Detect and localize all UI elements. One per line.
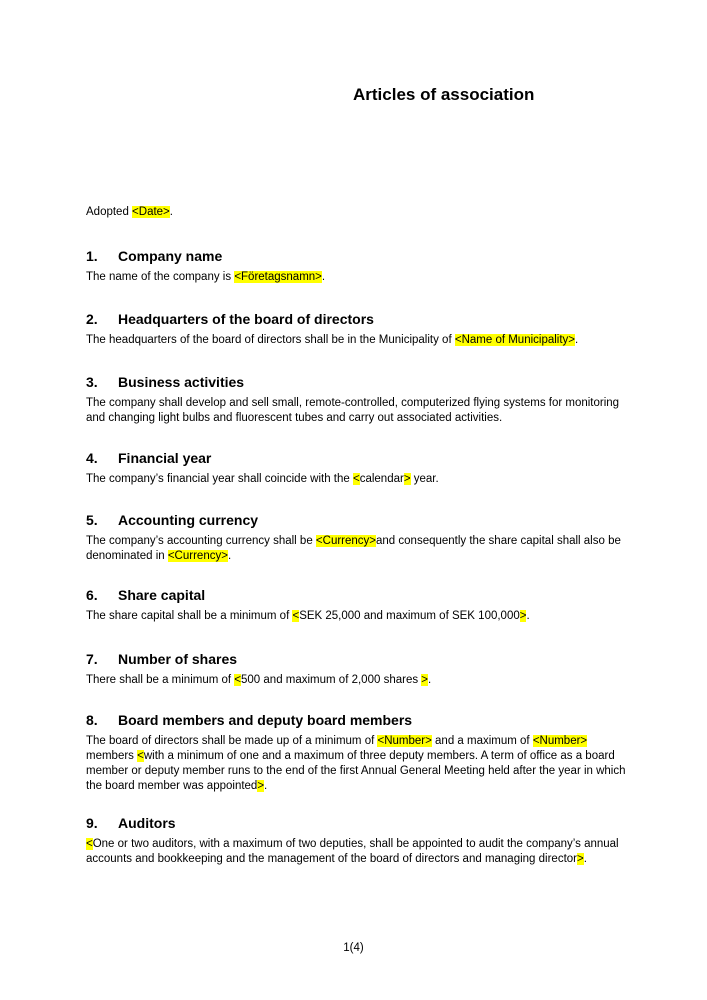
body-text: . [227,550,232,562]
body-text: One or two auditors, with a maximum of two deputies, shall be appointed to audit the company’s annual accounts and bookkeeping and the management of the board of directors and managing director [86,838,619,865]
highlighted-placeholder: <Företagsnamn> [234,271,322,283]
body-text: The board of directors shall be made up of a minimum of [86,735,378,747]
section-body [86,472,634,487]
body-text: . [583,853,587,865]
section-body [86,673,634,688]
section-number: 3. [86,374,98,390]
section-title: Company name [118,248,223,264]
section-heading [86,815,634,832]
section-number: 7. [86,651,98,667]
section [86,512,634,564]
body-text: . [428,674,432,686]
highlighted-placeholder: > [577,853,584,865]
section [86,450,634,487]
section [86,712,634,794]
adopted-line [86,205,173,220]
highlighted-placeholder: <Currency> [167,550,228,562]
body-text: . [526,610,530,622]
highlighted-placeholder: <Date> [132,206,170,218]
section-number: 1. [86,248,98,264]
body-text: SEK 25,000 and maximum of SEK 100,000 [299,610,520,622]
section-number: 9. [86,815,98,831]
highlighted-placeholder: > [403,473,411,485]
section-number: 6. [86,587,98,603]
body-text: The name of the company is [86,271,235,283]
section-body [86,534,634,564]
section [86,815,634,867]
section-body [86,734,634,794]
highlighted-placeholder: <Number> [532,735,588,747]
body-text: . [321,271,326,283]
section-body [86,396,634,426]
body-text: . [169,206,173,218]
highlighted-placeholder: > [421,674,429,686]
body-text: The company’s accounting currency shall be [86,535,316,547]
body-text: . [575,334,579,346]
highlighted-placeholder: > [519,610,527,622]
highlighted-placeholder: < [234,674,242,686]
section-body [86,837,634,867]
section-title: Share capital [118,587,206,603]
section-body [86,333,634,348]
section-heading [86,311,634,328]
section [86,651,634,688]
section-number: 5. [86,512,98,528]
body-text: The company’s financial year shall coincide with the [86,473,353,485]
body-text: and a maximum of [431,735,533,747]
body-text: . [264,780,268,792]
section-title: Number of shares [118,651,238,667]
section-heading [86,651,634,668]
section-title: Accounting currency [118,512,259,528]
section-heading [86,450,634,467]
section-body [86,609,634,624]
body-text: calendar [359,473,404,485]
highlighted-placeholder: > [257,780,265,792]
section-heading [86,248,634,265]
section-title: Financial year [118,450,212,466]
body-text: The company shall develop and sell small, remote-controlled, computerized flying systems for monitoring and changing light bulbs and fluorescent tubes and carry out associated activities. [86,397,620,424]
section [86,587,634,624]
page-number: 1(4) [343,942,364,954]
body-text: The headquarters of the board of directors shall be in the Municipality of [86,334,455,346]
body-text: There shall be a minimum of [86,674,235,686]
section-title: Headquarters of the board of directors [118,311,374,327]
body-text: members [86,750,138,762]
body-text: The share capital shall be a minimum of [86,610,293,622]
body-text: Adopted [86,206,133,218]
highlighted-placeholder: <Currency> [315,535,377,547]
body-text: and consequently the share capital shall also be denominated in [86,535,621,562]
body-text: 500 and maximum of 2,000 shares [241,674,422,686]
section [86,248,634,285]
section-heading [86,374,634,391]
section-body [86,270,634,285]
section [86,311,634,348]
highlighted-placeholder: < [292,610,300,622]
section-heading [86,587,634,604]
section-title: Business activities [118,374,245,390]
section-heading [86,712,634,729]
highlighted-placeholder: < [137,750,144,762]
body-text: year. [410,473,439,485]
body-text: with a minimum of one and a maximum of three deputy members. A term of office as a board member or deputy member runs to the end of the first Annual General Meeting held after the year in which the board member was appointed [86,750,626,792]
highlighted-placeholder: <Number> [377,735,432,747]
section-number: 2. [86,311,98,327]
section-title: Auditors [118,815,176,831]
highlighted-placeholder: <Name of Municipality> [454,334,576,346]
section-number: 8. [86,712,98,728]
document-title: Articles of association [353,85,535,104]
section-number: 4. [86,450,98,466]
highlighted-placeholder: < [86,838,93,850]
section-title: Board members and deputy board members [118,712,413,728]
section-heading [86,512,634,529]
highlighted-placeholder: < [352,473,360,485]
section [86,374,634,426]
